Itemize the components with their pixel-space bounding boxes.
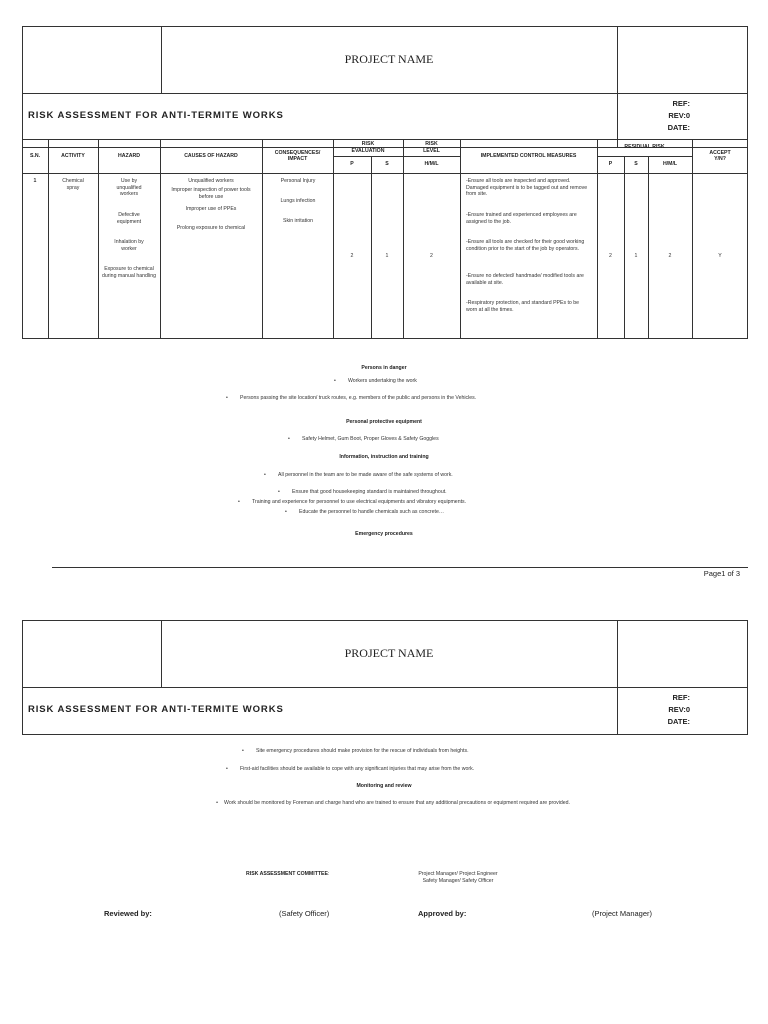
info-item: • Training and experience for personnel to use electrical equipments and vibratory equipments. — [238, 499, 466, 505]
committee-label: RISK ASSESSMENT COMMITTEE: — [246, 871, 330, 877]
info-heading: Information, instruction and training — [339, 454, 429, 460]
reviewed-by-label: Reviewed by: — [104, 909, 152, 918]
persons-heading: Persons in danger — [361, 365, 407, 371]
page-footer-rule — [52, 567, 748, 568]
info-item: • Ensure that good housekeeping standard is maintained throughout. — [278, 489, 447, 495]
approved-by-label: Approved by: — [418, 909, 467, 918]
consequence-item: Lungs infection — [280, 198, 316, 204]
control-measure: -Ensure trained and experienced employees are assigned to the job. — [466, 212, 577, 225]
ref-label: REF: — [672, 99, 690, 108]
residual-p-value: 2 — [609, 253, 612, 259]
hazard-item: Use by unqualified workers — [116, 178, 142, 198]
approved-by-value: (Project Manager) — [592, 909, 653, 918]
rev-label: REV:0 — [668, 705, 690, 714]
date-label: DATE: — [667, 717, 690, 726]
emergency-item: • First-aid facilities should be available to cope with any significant injuries that may arise from the work. — [226, 766, 474, 772]
col-p: P — [350, 161, 354, 168]
residual-s-value: 1 — [634, 253, 638, 259]
consequence-item: Personal Injury — [280, 178, 316, 184]
col-accept: ACCEPT Y/N? — [709, 149, 731, 162]
document-title: RISK ASSESSMENT FOR ANTI-TERMITE WORKS — [28, 704, 284, 715]
col-risk-evaluation: RISK EVALUATION — [351, 141, 385, 154]
risk-level-value: 2 — [430, 253, 433, 259]
document-title: RISK ASSESSMENT FOR ANTI-TERMITE WORKS — [28, 110, 284, 121]
cause-item: Improper inspection of power tools before use — [171, 187, 251, 200]
hazard-item: Inhalation by worker — [114, 239, 144, 252]
persons-item: • Persons passing the site location/ truck routes, e.g. members of the public and persons in the Vehicles. — [226, 395, 476, 401]
control-measure: -Ensure no defected/ handmade/ modified tools are available at site. — [466, 273, 584, 286]
committee-member: Safety Manager/ Safety Officer — [422, 878, 494, 884]
emergency-item: • Site emergency procedures should make provision for the rescue of individuals from heights. — [242, 748, 469, 754]
col-risk-level: RISK LEVEL — [423, 141, 440, 154]
control-measure: -Respiratory protection, and standard PPEs to be worn at all the times. — [466, 300, 580, 313]
cause-item: Improper use of PPEs — [185, 206, 237, 212]
control-measure: -Ensure all tools are checked for their good working condition prior to the start of the job by operators. — [466, 239, 585, 252]
monitoring-heading: Monitoring and review — [356, 783, 412, 789]
col-sn: S.N. — [29, 152, 41, 159]
col-consequences: CONSEQUENCES/ IMPACT — [274, 149, 321, 162]
residual-level-value: 2 — [668, 253, 672, 259]
consequence-item: Skin irritation — [283, 218, 313, 224]
ref-label: REF: — [672, 693, 690, 702]
project-name: PROJECT NAME — [344, 52, 434, 66]
ppe-heading: Personal protective equipment — [346, 419, 422, 425]
col-res-hml: H/M/L — [662, 161, 678, 168]
page-number: Page1 of 3 — [703, 569, 740, 578]
col-hml: H/M/L — [424, 161, 439, 168]
cause-item: Prolong exposure to chemical — [176, 225, 246, 231]
monitoring-item: • Work should be monitored by Foreman and charge hand who are trained to ensure that any additional precautions or equipment required are provided. — [170, 800, 610, 808]
accept-value: Y — [718, 253, 722, 259]
info-item: • Educate the personnel to handle chemicals such as concrete… — [285, 509, 444, 515]
risk-p-value: 2 — [350, 253, 354, 259]
row-activity: Chemical spray — [62, 178, 84, 191]
ppe-item: • Safety Helmet, Gum Boot, Proper Gloves & Safety Goggles — [288, 436, 439, 442]
emergency-heading: Emergency procedures — [355, 531, 413, 537]
cause-item: Unqualified workers — [188, 178, 234, 184]
col-control-measures: IMPLEMENTED CONTROL MEASURES — [480, 152, 577, 159]
col-residual-risk: RESIDUAL RISK — [624, 144, 665, 151]
col-causes: CAUSES OF HAZARD — [184, 152, 238, 159]
col-activity: ACTIVITY — [61, 152, 85, 159]
rev-label: REV:0 — [668, 111, 690, 120]
control-measure: -Ensure all tools are inspected and approved. Damaged equipment is to be tagged out and remove from site. — [466, 178, 588, 198]
project-name: PROJECT NAME — [344, 646, 434, 660]
committee-member: Project Manager/ Project Engineer — [418, 871, 498, 877]
col-res-p: P — [608, 161, 613, 168]
risk-s-value: 1 — [385, 253, 389, 259]
date-label: DATE: — [667, 123, 690, 132]
col-res-s: S — [634, 161, 638, 168]
info-item: • All personnel in the team are to be made aware of the safe systems of work. — [264, 472, 453, 478]
row-sn: 1 — [33, 178, 37, 184]
col-hazard: HAZARD — [118, 152, 140, 159]
col-s: S — [385, 161, 389, 168]
hazard-item: Defective equipment — [116, 212, 142, 225]
hazard-item: Exposure to chemical during manual handling — [102, 266, 156, 279]
persons-item: • Workers undertaking the work — [334, 378, 417, 384]
reviewed-by-value: (Safety Officer) — [279, 909, 330, 918]
